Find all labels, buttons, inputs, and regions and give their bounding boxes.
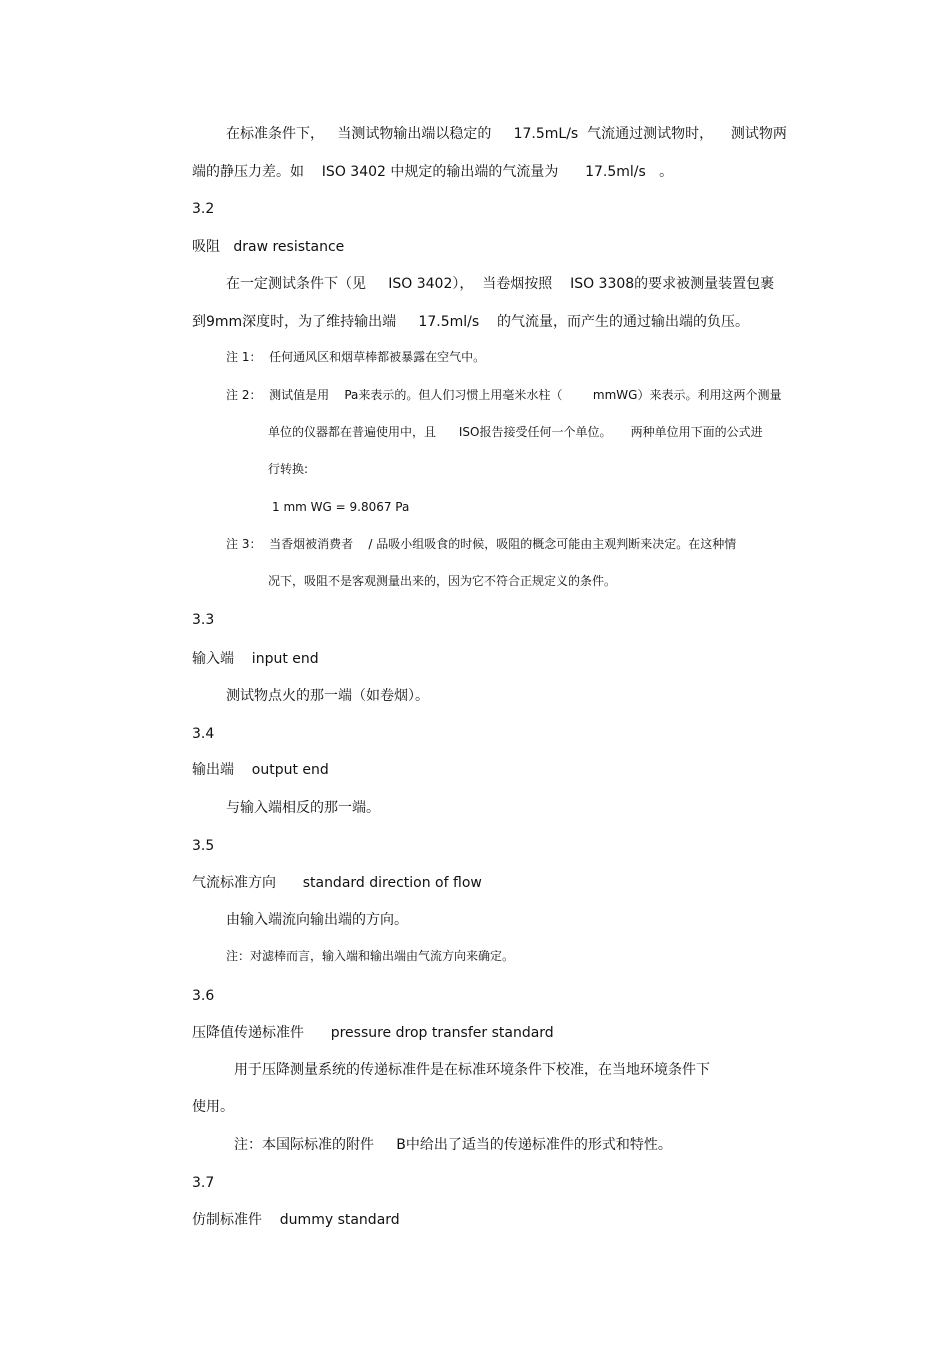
definition-text: 端的静压力差。如 ISO 3402 中规定的输出端的气流量为 17.5ml/s 。 [192,164,674,180]
note-text: 注：对滤棒而言，输入端和输出端由气流方向来确定。 [226,949,515,963]
term-heading: 输出端 output end [192,762,329,778]
note-text: 况下，吸阻不是客观测量出来的，因为它不符合正规定义的条件。 [268,574,617,588]
note-text: 注：本国际标准的附件 B中给出了适当的传递标准件的形式和特性。 [234,1137,672,1153]
note-text: 行转换: [268,462,309,476]
definition-text: 由输入端流向输出端的方向。 [226,912,408,928]
definition-text: 与输入端相反的那一端。 [226,800,380,816]
note-text: 注 2： 测试值是用 Pa来表示的。但人们习惯上用毫米水柱（ mmWG）来表示。利用这两个测量 [226,388,782,402]
section-number: 3.2 [192,201,215,217]
note-text: 单位的仪器都在普遍使用中，且 ISO报告接受任何一个单位。 两种单位用下面的公式进 [268,425,763,439]
term-heading: 仿制标准件 dummy standard [192,1212,400,1228]
definition-text: 在标准条件下， 当测试物输出端以稳定的 17.5mL/s 气流通过测试物时， 测试物两 [226,126,787,142]
definition-text: 在一定测试条件下（见 ISO 3402）， 当卷烟按照 ISO 3308的要求被测量装置包裹 [226,276,775,292]
section-number: 3.6 [192,988,215,1004]
term-heading: 气流标准方向 standard direction of flow [192,875,482,891]
section-number: 3.3 [192,612,215,628]
definition-text: 到9mm深度时，为了维持输出端 17.5ml/s 的气流量，而产生的通过输出端的负压。 [192,314,749,330]
section-number: 3.7 [192,1175,215,1191]
note-text: 注 1： 任何通风区和烟草棒都被暴露在空气中。 [226,350,486,364]
definition-text: 使用。 [192,1099,234,1115]
definition-text: 测试物点火的那一端（如卷烟）。 [226,688,429,704]
section-number: 3.4 [192,726,215,742]
note-formula: 1 mm WG = 9.8067 Pa [272,500,410,514]
note-text: 注 3： 当香烟被消费者 / 品吸小组吸食的时候，吸阻的概念可能由主观判断来决定。在这种情 [226,537,737,551]
term-heading: 输入端 input end [192,651,319,667]
term-heading: 压降值传递标准件 pressure drop transfer standard [192,1025,554,1041]
term-heading: 吸阻 draw resistance [192,239,345,255]
definition-text: 用于压降测量系统的传递标准件是在标准环境条件下校准，在当地环境条件下 [234,1062,710,1078]
section-number: 3.5 [192,838,215,854]
